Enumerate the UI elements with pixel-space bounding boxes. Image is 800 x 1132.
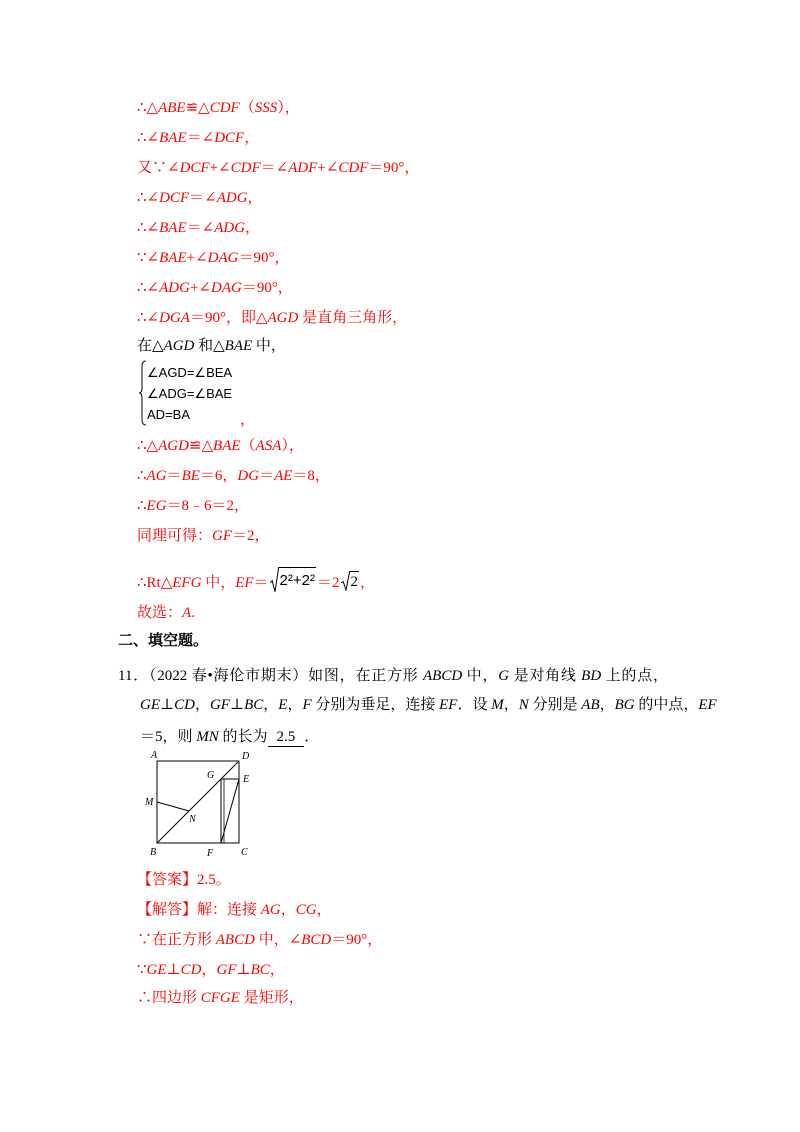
math-variable: BAE — [159, 130, 187, 146]
math-variable: DAG — [210, 280, 242, 296]
text-run: ， — [287, 697, 303, 713]
text-run: ．设 — [457, 697, 492, 713]
solution-line — [137, 218, 260, 238]
text-run: ＝ — [166, 468, 182, 484]
text-run: ， — [280, 902, 296, 918]
text-run: 分别是 — [528, 697, 582, 713]
text-run: 的中点， — [634, 697, 699, 713]
text-run: ＝6， — [199, 468, 238, 484]
text-run: ∴Rt△ — [137, 575, 173, 591]
text-run: ∴∠ — [137, 220, 160, 236]
radical-stroke — [270, 568, 279, 592]
text-run: 是对角线 — [509, 668, 582, 684]
math-variable: BAE — [159, 220, 187, 236]
text-run: ＝90°， — [238, 250, 290, 266]
text-run: ＝5，则 — [140, 729, 197, 745]
text-run: ∵ — [137, 962, 147, 978]
math-variable: GF — [209, 697, 230, 713]
math-variable: EF — [698, 697, 717, 713]
math-variable: AG — [260, 902, 281, 918]
text-run: 中， — [252, 338, 286, 354]
text-run: +∠ — [209, 160, 231, 176]
solution-line — [137, 188, 263, 208]
math-variable: ASA — [255, 438, 282, 454]
math-variable: BC — [250, 962, 270, 978]
solution-line — [137, 567, 375, 593]
solution-line — [137, 98, 300, 118]
radicand: 2²+2² — [279, 567, 316, 593]
text-run: ＝2， — [232, 528, 270, 544]
math-variable: F — [302, 697, 312, 713]
equation-row: AD=BA — [147, 407, 190, 422]
label-b: B — [150, 847, 157, 858]
text-run: ＝90°， — [331, 932, 383, 948]
text-run: ＝2 — [316, 575, 340, 591]
label-c: C — [241, 847, 248, 858]
text-run: ＝∠ — [186, 220, 215, 236]
text-run: ⊥ — [166, 962, 181, 978]
section-heading: 二、填空题。 — [118, 633, 209, 649]
math-variable: DCF — [179, 160, 210, 176]
solution-line — [137, 496, 249, 516]
text-run: ． — [304, 729, 320, 745]
text-run: 故选： — [137, 605, 183, 621]
math-variable: DGA — [159, 310, 190, 326]
label-n: N — [189, 814, 196, 825]
text-run: 上的点， — [601, 668, 668, 684]
text-run: 是直角三角形， — [298, 310, 408, 326]
math-variable: BAE — [213, 438, 241, 454]
equation-row: ∠ADG=∠BAE — [147, 386, 233, 401]
text-run: ， — [269, 962, 285, 978]
text-run: ∴四边形 — [137, 990, 201, 1006]
solution-line — [137, 336, 286, 356]
math-variable: DAG — [207, 250, 239, 266]
text-run: ， — [245, 220, 261, 236]
text-run: ， — [360, 575, 376, 591]
text-run: 同理可得： — [137, 528, 213, 544]
label-f: F — [207, 848, 214, 859]
math-variable: G — [498, 668, 510, 684]
math-variable: GF — [212, 528, 233, 544]
solution-line — [137, 603, 195, 623]
text-run: 是矩形， — [239, 990, 304, 1006]
text-run: 的长为 — [218, 729, 268, 745]
text-run: ≌△ — [188, 438, 214, 454]
math-variable: ADG — [159, 280, 190, 296]
segment-mn — [157, 802, 189, 811]
math-variable: AB — [581, 697, 600, 713]
label-g: G — [207, 770, 215, 781]
text-run: ∵∠ — [137, 250, 160, 266]
math-variable: BG — [614, 697, 635, 713]
solution-line — [137, 128, 259, 148]
text-run: 分别为垂足，连接 — [311, 697, 440, 713]
answer-blank: 2.5 — [268, 729, 305, 747]
text-run: （ — [239, 100, 255, 116]
math-variable: DCF — [159, 190, 190, 206]
text-run: 中， — [462, 668, 499, 684]
text-run: ， — [244, 130, 260, 146]
math-variable: ABCD — [215, 932, 255, 948]
math-variable: EF — [439, 697, 458, 713]
radical-stroke — [341, 572, 350, 591]
text-run: ＝ — [253, 575, 269, 591]
solution-line — [137, 278, 293, 298]
problem-line — [140, 727, 319, 747]
math-variable: E — [278, 697, 288, 713]
solution-line — [137, 248, 289, 268]
math-variable: CDF — [230, 160, 261, 176]
solution-line — [137, 308, 407, 328]
problem-line — [140, 695, 717, 715]
solution-line — [137, 466, 330, 486]
text-run: 11．（2022 春•海伦市期末）如图，在正方形 — [118, 668, 423, 684]
math-variable: AGD — [158, 438, 189, 454]
text-run: 和△ — [194, 338, 225, 354]
label-d: D — [242, 751, 250, 762]
math-variable: AE — [274, 468, 293, 484]
math-variable: ADG — [216, 190, 248, 206]
text-run: ， — [316, 902, 332, 918]
math-variable: SSS — [254, 100, 278, 116]
square-root — [341, 571, 360, 591]
text-run: ， — [247, 190, 263, 206]
label-m: M — [145, 797, 154, 808]
solution-line — [137, 526, 270, 546]
text-run: ∴∠ — [137, 280, 160, 296]
answer-line — [137, 988, 304, 1008]
math-variable: BE — [181, 468, 200, 484]
brace-punctuation: ， — [240, 412, 256, 428]
text-run: ＝8， — [292, 468, 330, 484]
math-variable: MN — [196, 729, 219, 745]
answer-line — [137, 960, 285, 980]
text-run: +∠ — [189, 280, 211, 296]
text-run: ， — [194, 697, 210, 713]
math-variable: DG — [237, 468, 260, 484]
math-variable: ADG — [214, 220, 246, 236]
text-run: ⊥ — [229, 697, 245, 713]
math-variable: GE — [140, 697, 160, 713]
math-variable: AGD — [163, 338, 195, 354]
math-variable: EF — [235, 575, 254, 591]
text-run: ＝90°，即△ — [189, 310, 268, 326]
left-brace-icon — [138, 360, 147, 426]
math-variable: BD — [581, 668, 602, 684]
equation-system — [138, 360, 248, 426]
math-variable: EFG — [172, 575, 202, 591]
text-run: （ — [240, 438, 256, 454]
answer-line — [137, 900, 332, 920]
answer-line — [137, 870, 231, 890]
text-run: . — [191, 605, 195, 621]
math-variable: ABCD — [423, 668, 463, 684]
text-run: +∠ — [317, 160, 339, 176]
text-run: ＝90°， — [368, 160, 420, 176]
text-run: ∴△ — [137, 438, 159, 454]
text-run: ， — [599, 697, 615, 713]
math-variable: BAE — [224, 338, 253, 354]
diagonal-bd — [157, 761, 239, 843]
radicand: 2 — [350, 571, 360, 591]
text-run: ∴∠ — [137, 310, 160, 326]
math-variable: CDF — [338, 160, 369, 176]
text-run: ∴∠ — [137, 130, 160, 146]
text-run: 【答案】2.5。 — [137, 872, 231, 888]
text-run: 中，∠ — [254, 932, 302, 948]
math-variable: EG — [146, 498, 167, 514]
math-variable: DCF — [214, 130, 245, 146]
answer-line — [137, 930, 382, 950]
math-variable: M — [491, 697, 504, 713]
brace-path — [139, 361, 146, 425]
text-run: ⊥ — [160, 697, 175, 713]
text-run: +∠ — [186, 250, 208, 266]
label-a: A — [151, 750, 158, 761]
text-run: ， — [263, 697, 279, 713]
text-run: 在△ — [137, 338, 164, 354]
math-variable: AGD — [267, 310, 299, 326]
text-run: ， — [503, 697, 519, 713]
math-variable: GE — [146, 962, 167, 978]
solution-line — [137, 436, 304, 456]
text-run: ∴ — [137, 468, 147, 484]
text-run: ）， — [277, 100, 300, 116]
math-variable: AG — [146, 468, 167, 484]
math-variable: BAE — [159, 250, 187, 266]
text-run: ＝90°， — [241, 280, 293, 296]
text-run: ∵在正方形 — [137, 932, 216, 948]
text-run: ∴∠ — [137, 190, 160, 206]
text-run: ∴△ — [137, 100, 159, 116]
text-run: ∴ — [137, 498, 147, 514]
math-variable: CD — [180, 962, 202, 978]
text-run: ＝8﹣6＝2， — [166, 498, 250, 514]
text-run: 中， — [201, 575, 236, 591]
text-run: 【解答】解：连接 — [137, 902, 261, 918]
problem-line — [118, 666, 668, 686]
math-variable: ABE — [158, 100, 186, 116]
square-root — [270, 567, 316, 593]
text-run: ， — [201, 962, 217, 978]
geometry-figure — [140, 748, 260, 860]
radical-sign-icon — [270, 567, 279, 593]
math-variable: A — [182, 605, 192, 621]
math-variable: ADF — [288, 160, 318, 176]
math-variable: GF — [216, 962, 237, 978]
math-variable: CDF — [209, 100, 240, 116]
text-run: ≌△ — [185, 100, 210, 116]
solution-line — [137, 158, 419, 178]
text-run: 又∵∠ — [137, 160, 180, 176]
equation-row: ∠AGD=∠BEA — [147, 365, 233, 380]
text-run: ＝∠ — [189, 190, 217, 206]
math-variable: CG — [295, 902, 317, 918]
text-run: ＝∠ — [260, 160, 289, 176]
text-run: ⊥ — [236, 962, 251, 978]
text-run: ）， — [281, 438, 304, 454]
math-variable: CD — [174, 697, 195, 713]
text-run: ＝ — [259, 468, 275, 484]
math-variable: BCD — [301, 932, 332, 948]
radical-sign-icon — [341, 571, 350, 591]
math-variable: BC — [244, 697, 264, 713]
math-variable: N — [518, 697, 529, 713]
math-variable: CFGE — [200, 990, 240, 1006]
label-e: E — [243, 774, 250, 785]
text-run: ＝∠ — [186, 130, 215, 146]
